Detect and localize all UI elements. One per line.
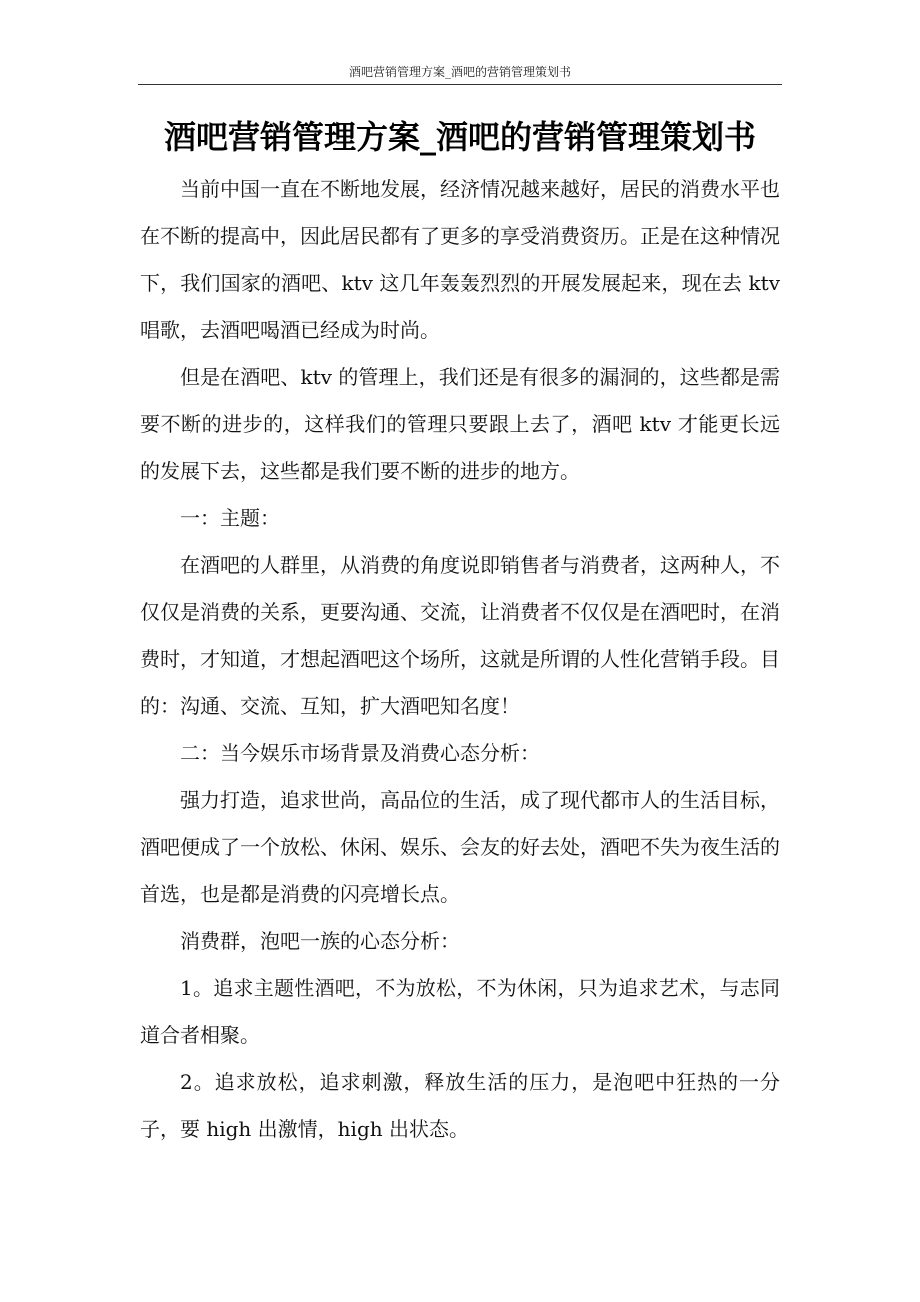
list-item-1: 1。追求主题性酒吧，不为放松，不为休闲，只为追求艺术，与志同道合者相聚。 xyxy=(140,976,780,1047)
paragraph-theme: 在酒吧的人群里，从消费的角度说即销售者与消费者，这两种人，不仅仅是消费的关系，更要沟通、交流，让消费者不仅仅是在酒吧时，在消费时，才知道，才想起酒吧这个场所，这就是所谓的人性化营销手段。目的：沟通、交流、互知，扩大酒吧知名度！ xyxy=(140,553,780,718)
list-item-2: 2。追求放松，追求刺激，释放生活的压力，是泡吧中狂热的一分子，要 high 出激情，high 出状态。 xyxy=(140,1070,780,1141)
paragraph-consumer-heading: 消费群，泡吧一族的心态分析： xyxy=(180,929,460,953)
section-heading-market: 二：当今娱乐市场背景及消费心态分析： xyxy=(180,741,540,765)
document-title: 酒吧营销管理方案_酒吧的营销管理策划书 xyxy=(163,118,756,156)
paragraph-market: 强力打造，追求世尚，高品位的生活，成了现代都市人的生活目标，酒吧便成了一个放松、休闲、娱乐、会友的好去处，酒吧不失为夜生活的首选，也是都是消费的闪亮增长点。 xyxy=(140,788,780,906)
paragraph-management: 但是在酒吧、ktv 的管理上，我们还是有很多的漏洞的，这些都是需要不断的进步的，这样我们的管理只要跟上去了，酒吧 ktv 才能更长远的发展下去，这些都是我们要不断的进步的地方。 xyxy=(140,365,780,483)
section-heading-theme: 一：主题： xyxy=(180,506,280,530)
document-body xyxy=(140,166,780,1153)
running-header: 酒吧营销管理方案_酒吧的营销管理策划书 xyxy=(348,65,571,79)
paragraph-intro: 当前中国一直在不断地发展，经济情况越来越好，居民的消费水平也在不断的提高中，因此居民都有了更多的享受消费资历。正是在这种情况下，我们国家的酒吧、ktv 这几年轰轰烈烈的开展发展起来，现在去 ktv 唱歌，去酒吧喝酒已经成为时尚。 xyxy=(140,177,780,342)
header-divider xyxy=(138,84,782,85)
